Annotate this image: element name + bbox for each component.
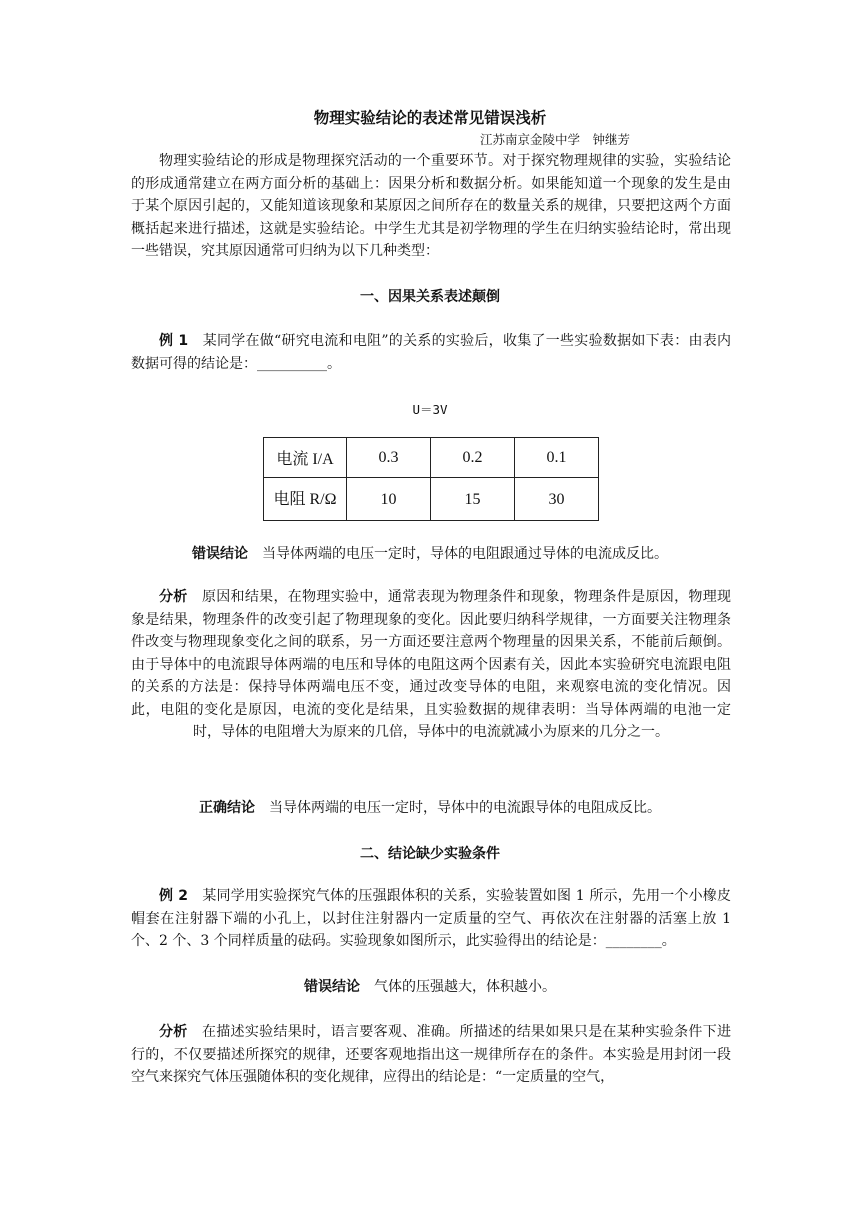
example-2-label: 例 2 — [159, 888, 188, 904]
analysis-1-paragraph — [131, 586, 731, 744]
example-1-paragraph — [131, 330, 731, 375]
table-cell: 电阻 R/Ω — [264, 478, 347, 521]
data-table — [263, 437, 599, 521]
analysis-2-text: 在描述实验结果时，语言要客观、准确。所描述的结果如果只是在某种实验条件下进行的，不仅要描述所探究的规律，还要客观地指出这一规律所存在的条件。本实验是用封闭一段空气来探究气体压强随体积的变化规律，应得出的结论是：“一定质量的空气， — [131, 1024, 732, 1085]
correct-conclusion-1 — [0, 797, 860, 817]
wrong-conclusion-1-label: 错误结论 — [192, 546, 248, 562]
analysis-1-text: 原因和结果，在物理实验中，通常表现为物理条件和现象，物理条件是原因，物理现象是结果，物理条件的改变引起了物理现象的变化。因此要归纳科学规律，一方面要关注物理条件改变与物理现象变化之间的联系，另一方面还要注意两个物理量的因果关系，不能前后颠倒。由于导体中的电流跟导体两端的电压和导体的电阻这两个因素有关，因此本实验研究电流跟电阻的关系的方法是：保持导体两端电压不变，通过改变导体的电阻，来观察电流的变化情况。因此，电阻的变化是原因，电流的变化是结果，且实验数据的规律表明：当导体两端的电池一定时，导体的电阻增大为原来的几倍，导体中的电流就减小为原来的几分之一。 — [131, 589, 732, 740]
wrong-conclusion-2 — [0, 976, 860, 996]
table-cell: 30 — [515, 478, 599, 521]
section-1-heading: 一、因果关系表述颠倒 — [360, 289, 500, 305]
table-cell: 15 — [431, 478, 515, 521]
wrong-conclusion-2-text: 气体的压强越大，体积越小。 — [374, 979, 556, 995]
example-2-text: 某同学用实验探究气体的压强跟体积的关系，实验装置如图 1 所示，先用一个小橡皮帽套在注射器下端的小孔上，以封住注射器内一定质量的空气、再依次在注射器的活塞上放 1 个、2 个、3 个同样质量的砝码。实验现象如图所示，此实验得出的结论是：________。 — [131, 888, 731, 949]
table-cell: 0.1 — [515, 438, 599, 478]
correct-conclusion-1-label: 正确结论 — [199, 800, 255, 816]
table-row-current — [264, 438, 599, 478]
analysis-1-label: 分析 — [159, 589, 188, 605]
example-1-label: 例 1 — [159, 333, 189, 349]
intro-paragraph: 物理实验结论的形成是物理探究活动的一个重要环节。对于探究物理规律的实验，实验结论的形成通常建立在两方面分析的基础上：因果分析和数据分析。如果能知道一个现象的发生是由于某个原因引起的，又能知道该现象和某原因之间所存在的数量关系的规律，只要把这两个方面概括起来进行描述，这就是实验结论。中学生尤其是初学物理的学生在归纳实验结论时，常出现一些错误，究其原因通常可归纳为以下几种类型： — [131, 153, 731, 259]
example-1-text: 某同学在做“研究电流和电阻”的关系的实验后，收集了一些实验数据如下表：由表内数据可得的结论是：__________。 — [131, 333, 731, 372]
analysis-2-paragraph — [131, 1021, 731, 1089]
wrong-conclusion-1 — [0, 543, 860, 563]
example-2-paragraph — [131, 885, 731, 953]
table-cell: 0.2 — [431, 438, 515, 478]
section-2-heading: 二、结论缺少实验条件 — [360, 846, 500, 862]
table-cell: 10 — [347, 478, 431, 521]
article-author — [0, 130, 860, 148]
author-text: 江苏南京金陵中学 钟继芳 — [479, 132, 630, 147]
table-condition-note: U＝3V — [412, 402, 448, 417]
article-title: 物理实验结论的表述常见错误浅析 — [313, 109, 547, 127]
analysis-2-label: 分析 — [159, 1024, 188, 1040]
correct-conclusion-1-text: 当导体两端的电压一定时，导体中的电流跟导体的电阻成反比。 — [269, 800, 661, 816]
wrong-conclusion-1-text: 当导体两端的电压一定时，导体的电阻跟通过导体的电流成反比。 — [262, 546, 668, 562]
table-cell: 0.3 — [347, 438, 431, 478]
wrong-conclusion-2-label: 错误结论 — [304, 979, 360, 995]
table-cell: 电流 I/A — [264, 438, 347, 478]
table-row-resistance — [264, 478, 599, 521]
